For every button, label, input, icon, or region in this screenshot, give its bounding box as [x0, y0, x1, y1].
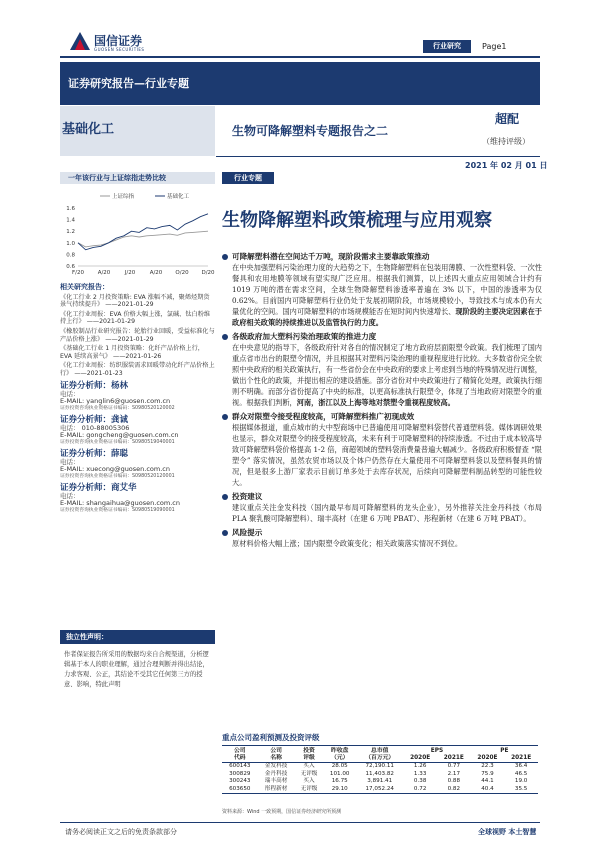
analyst-email[interactable]: E-MAIL: xuecong@guosen.com.cn: [60, 465, 170, 474]
related-report-item[interactable]: 《化工行业周报：EVA 价格大幅上涨，氯碱、钛白粉维持上行》 ——2021-01-29: [60, 310, 211, 326]
legend-label: 基础化工: [167, 194, 190, 200]
key-point: [222, 251, 542, 328]
guosen-logo-icon: [70, 32, 90, 50]
analyst-license: 证券投资咨询执业资格证书编码：S0980520120001: [60, 473, 175, 479]
report-title: 生物可降解塑料专题报告之二: [232, 124, 389, 138]
column-header-pe: PE: [500, 748, 509, 754]
legend-label: 上证综指: [112, 194, 135, 200]
y-tick-label: 1.4: [66, 217, 75, 224]
series-line-1: [78, 214, 208, 250]
key-point-heading: 风险提示: [232, 528, 263, 537]
bullet-icon: [222, 494, 228, 500]
analyst-role: 证券分析师：: [60, 414, 112, 425]
table-cell: 28.05: [331, 763, 348, 769]
table-cell: 2.17: [447, 770, 461, 777]
analyst-role: 证券分析师：: [60, 448, 112, 459]
paragraph-text: 在中央加强塑料污染治理力度的大趋势之下，生物降解塑料在包装用薄膜、一次性塑料袋、一次性餐具和农用地膜等领域有望实现广泛应用。根据我们测算，以上述四大重点应用领域合计约有 1019 万吨的潜在需求空间，全球生物降解塑料渗透率普遍在 3% 以下，中国的渗透率为仅 0.62%。目前国内可降解塑料行业仍处于发展初期阶段，市场规模较小，导致技术与成本仍有大量优化的空间。国内可降解塑料的市场规模能否在短时间内快速增长、: [232, 263, 542, 316]
x-tick-label: A/20: [97, 270, 111, 276]
disclaimer-heading: 独立性声明：: [60, 630, 215, 644]
year-header: 2020E: [403, 755, 437, 763]
x-tick-label: A/20: [149, 270, 163, 276]
analyst-block: [60, 449, 215, 480]
table-cell: 600143: [229, 763, 251, 769]
key-point-paragraph: 建议重点关注金发科技（国内最早布局可降解塑料的龙头企业），另外推荐关注金丹科技（布局 PLA 聚乳酸可降解塑料）、瑞丰高材（在建 6 万吨 PBAT）、彤程新材（在建 6 万吨 PBAT）。: [232, 503, 542, 523]
table-cell: 0.77: [447, 763, 461, 769]
series-line-0: [78, 231, 208, 247]
column-header: 公司: [270, 748, 282, 754]
analyst-license: 证券投资咨询执业资格证书编码：S0980520120002: [60, 405, 175, 411]
table-cell: 彤程新材: [258, 786, 295, 794]
related-report-item[interactable]: 《化工行业 2 月投资策略: EVA 涨幅不减，聚烯烃期货景气持续提升》 ——2021-01-29: [60, 293, 210, 309]
bullet-icon: [222, 254, 228, 260]
table-cell: 35.5: [504, 786, 538, 794]
table-cell: 46.5: [514, 770, 528, 777]
analyst-block: [60, 483, 215, 514]
key-point: [222, 491, 542, 524]
table-cell: 19.0: [514, 778, 528, 784]
table-cell: 300243: [229, 778, 251, 784]
table-cell: 3,891.41: [367, 778, 393, 784]
key-point-heading: 各级政府加大塑料污染治理政策的推进力度: [232, 332, 377, 341]
y-tick-label: 0.6: [66, 264, 75, 270]
bullet-icon: [222, 414, 228, 420]
analyst-heading: [60, 483, 215, 493]
key-point-paragraph: 原材料价格大幅上涨；国内限塑令政策变化；相关政策落实情况不到位。: [232, 539, 463, 548]
analyst-role: 证券分析师：: [60, 482, 112, 493]
analyst-name: 龚诚: [111, 414, 129, 425]
header-divider: [60, 56, 540, 58]
table-cell: 101.00: [329, 770, 350, 777]
year-header: 2021E: [437, 755, 471, 763]
table-cell: 16.75: [331, 778, 348, 784]
chart-title: 一年该行业与上证综指走势比较: [68, 173, 166, 182]
key-point-heading: 群众对限塑令接受程度较高，可降解塑料推广初现成效: [232, 412, 415, 421]
related-report-item[interactable]: 《基础化工行业 1 月投资策略：化纤产品价格上行，EVA 延续高景气》 ——2021-01-26: [60, 345, 204, 360]
footer-divider: [60, 822, 540, 823]
x-tick-label: F/20: [71, 270, 85, 276]
table-cell: 72,190.11: [365, 763, 394, 769]
y-tick-label: 1.6: [66, 206, 75, 212]
table-cell: 金丹科技: [264, 770, 288, 777]
table-header-row: [222, 748, 538, 755]
table-cell: 29.10: [323, 786, 356, 794]
column-header: 投资: [303, 748, 315, 754]
table-cell: 买入: [303, 778, 315, 784]
analyst-block: [60, 381, 215, 412]
related-report-item[interactable]: 《化工行业周报：纺织服装需求回暖带动化纤产品价格上行》 ——2021-01-23: [60, 362, 215, 377]
related-reports-heading: 相关研究报告：: [60, 283, 109, 291]
table-cell: 44.1: [481, 778, 494, 784]
footer-slogan: 全球视野 本土智慧: [478, 827, 537, 836]
sector-name: 基础化工: [62, 122, 115, 137]
report-date: 2021 年 02 月 01 日: [465, 161, 548, 170]
key-point: [222, 331, 542, 408]
main-title: 生物降解塑料政策梳理与应用观察: [222, 210, 492, 231]
x-tick-label: O/20: [175, 270, 189, 276]
key-point-paragraph: 根据媒体报道，重点城市的大中型商场中已普遍使用可降解塑料袋替代普通塑料袋。媒体调研效果也显示，群众对限塑令的接受程度较高，未来有利于可降解塑料的持续渗透。不过由于成本较高导致可降解塑料袋价格提高 1-2 倍，商超领域的塑料袋消费量普遍大幅减少。各级政府积极督查 “限塑令” 落实情况，虽然农贸市场以及个体户仍然存在大量使用不可降解塑料袋以及塑料餐具的情况，但是很多上游厂家表示目前订单多处于去库存状况，后续向可降解塑料制品转型的可能性较大。: [232, 423, 542, 487]
table-row: [222, 771, 538, 779]
table-header-row: [222, 755, 538, 763]
key-point-paragraph: [222, 262, 542, 328]
page-number: Page1: [482, 42, 507, 51]
table-cell: 75.9: [481, 770, 494, 777]
logo-subtext: GUOSEN SECURITIES: [94, 47, 145, 52]
footer-disclaimer: 请务必阅读正文之后的免责条款部分: [65, 828, 177, 836]
analyst-name: 薛聪: [111, 448, 129, 459]
key-point-paragraph: [222, 342, 542, 408]
table-cell: 36.4: [514, 763, 528, 769]
key-point-heading: 可降解塑料潜在空间达千万吨，现阶段需求主要靠政策推动: [232, 252, 430, 261]
y-tick-label: 0.8: [66, 252, 75, 259]
logo-text: 国信证券: [94, 34, 143, 48]
table-row: [222, 778, 538, 786]
column-header: 总市值: [371, 748, 389, 754]
table-cell: 40.4: [471, 786, 505, 794]
analyst-email[interactable]: E-MAIL: yanglin6@guosen.com.cn: [60, 397, 171, 406]
index-comparison-chart: [60, 186, 215, 278]
paragraph-emphasis: 现阶段的主要决定因素在于政府相关政策的持续推进以及监管执行的力度。: [232, 307, 542, 327]
related-report-item[interactable]: 《橡胶制品行业研究报告：轮胎行业回暖，受益标准化与产品价格上涨》 ——2021-01-29: [60, 327, 215, 343]
bullet-icon: [222, 334, 228, 340]
analyst-heading: [60, 449, 215, 459]
column-header: （百万元）: [356, 755, 403, 763]
table-cell: 无评级: [300, 770, 318, 777]
table-cell: 1.33: [413, 770, 427, 777]
analyst-name: 杨林: [111, 380, 129, 391]
guosen-logo: [70, 30, 160, 54]
key-point-title: [222, 411, 542, 422]
paragraph-emphasis: 河南，浙江以及上海等地对禁塑令重视程度较高。: [296, 398, 455, 407]
table-row: [222, 786, 538, 794]
analyst-phone: 电话： 010-88005306: [60, 423, 130, 432]
y-tick-label: 1.0: [66, 240, 75, 247]
analyst-phone: 电话：: [60, 389, 80, 398]
rating: 超配: [495, 112, 520, 126]
table-cell: 0.72: [403, 786, 437, 794]
left-column: [60, 284, 215, 514]
analyst-license: 证券投资咨询执业资格证书编码：S0980519090001: [60, 507, 175, 513]
section-tag: 行业专题: [222, 172, 274, 184]
banner-title: 证券研究报告—行业专题: [68, 77, 189, 90]
column-header: 昨收盘: [331, 748, 349, 754]
table-cell: 17,052.24: [356, 786, 403, 794]
column-header: 评级: [295, 755, 324, 763]
key-point-title: [222, 251, 542, 262]
year-header: 2020E: [471, 755, 505, 763]
year-header: 2021E: [504, 755, 538, 763]
table-cell: 11,403.82: [365, 770, 394, 777]
analyst-phone: 电话：: [60, 457, 80, 466]
analyst-phone: 电话：: [60, 491, 80, 500]
column-header-eps: EPS: [430, 748, 444, 754]
forecast-table-title: 重点公司盈利预测及投资评级: [222, 732, 538, 746]
analyst-email[interactable]: E-MAIL: gongcheng@guosen.com.cn: [60, 431, 179, 440]
table-cell: 0.38: [413, 778, 427, 784]
analyst-heading: [60, 381, 215, 391]
key-point: [222, 527, 542, 549]
report-body: [222, 248, 542, 549]
table-cell: 瑞丰高材: [264, 778, 288, 784]
analyst-name: 商艾华: [111, 482, 137, 493]
column-header: 代码: [222, 755, 258, 763]
analyst-email[interactable]: E-MAIL: shangaihua@guosen.com.cn: [60, 499, 180, 508]
table-cell: 1.26: [413, 763, 427, 769]
table-row: [222, 763, 538, 771]
table-cell: 22.3: [481, 763, 494, 769]
table-cell: 无评级: [295, 786, 324, 794]
key-point: [222, 411, 542, 488]
key-point-title: [222, 331, 542, 342]
report-type-badge: 行业研究: [423, 40, 471, 53]
table-cell: 0.88: [447, 778, 461, 784]
key-point-title: [222, 527, 542, 538]
paragraph-text: 在中央意见的指导下，各级政府针对各自的情况制定了地方政府层面限塑令政策。我们梳理了国内重点省市出台的限塑令情况，并且根据其对塑料污染治理的重视程度进行比较。大多数省份完全依照中央政府的相关政策执行，有一些省份会在中央政府的要求上考虑到当地的特殊情况进行调整，做出个性化的政策，并提出相应的建设措施。部分省份对中央政策进行了精简化处理，政策执行细则不明确。而部分省份提高了中央的标准，以更高标准执行限塑令，体现了当地政府对限塑令的重视。根据我们判断，: [232, 343, 542, 407]
y-tick-label: 1.2: [66, 229, 75, 236]
column-header: 名称: [258, 755, 295, 763]
column-header: （元）: [323, 755, 356, 763]
table-cell: 买入: [303, 763, 315, 769]
analyst-license: 证券投资咨询执业资格证书编码：S0980519040001: [60, 439, 175, 445]
analyst-block: [60, 415, 215, 446]
table-cell: 300829: [229, 770, 251, 777]
bullet-icon: [222, 530, 228, 536]
key-point-heading: 投资建议: [232, 492, 263, 501]
title-divider: [216, 156, 540, 157]
key-point-title: [222, 491, 542, 502]
table-cell: 0.82: [437, 786, 471, 794]
analyst-role: 证券分析师：: [60, 380, 112, 391]
x-tick-label: D/20: [201, 270, 215, 276]
forecast-table: [222, 748, 538, 794]
disclaimer-text: 作者保证报告所采用的数据均来自合规渠道，分析逻辑基于本人的职业理解，通过合理判断并得出结论，力求客观、公正，其结论不受其它任何第三方的授意、影响，特此声明: [64, 651, 209, 688]
rating-note: （维持评级）: [482, 137, 530, 146]
table-cell: 金发科技: [264, 763, 288, 769]
table-cell: 603650: [222, 786, 258, 794]
column-header: 公司: [233, 748, 246, 754]
table-source: 资料来源：Wind 一致预期，国信证券经济研究所预测: [222, 809, 342, 815]
x-tick-label: J/20: [124, 270, 136, 276]
